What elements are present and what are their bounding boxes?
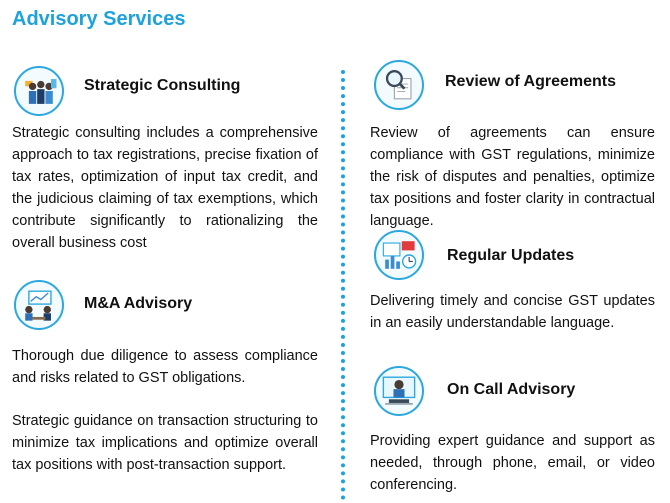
column-divider [341,70,345,500]
magnifier-document-icon [374,60,424,110]
ma-advisory-text-2: Strategic guidance on transaction structuring to minimize tax implications and optimize overall tax positions with post-transaction support. [12,413,318,473]
regular-updates-text: Delivering timely and concise GST updates in an easily understandable language. [370,293,655,331]
regular-updates-heading: Regular Updates [447,247,575,264]
team-meeting-icon [14,66,64,116]
updates-dashboard-icon [374,230,424,280]
ma-advisory-text-1: Thorough due diligence to assess compliance and risks related to GST obligations. [12,348,318,386]
strategic-consulting-text: Strategic consulting includes a comprehensive approach to tax registrations, precise fixation of tax rates, optimization of input tax credit, and the judicious claiming of tax exemptions, which contribute significantly to rationalizing the overall business cost [12,125,318,251]
video-call-icon [374,366,424,416]
presentation-icon [14,280,64,330]
review-agreements-text: Review of agreements can ensure compliance with GST regulations, minimize the risk of disputes and penalties, optimize tax positions and foster clarity in contractual language. [370,125,655,229]
ma-advisory-heading: M&A Advisory [84,295,193,312]
on-call-advisory-text: Providing expert guidance and support as needed, through phone, email, or video conferencing. [370,433,655,493]
on-call-advisory-heading: On Call Advisory [447,381,576,398]
strategic-consulting-heading: Strategic Consulting [84,77,241,94]
page-title: Advisory Services [12,8,186,30]
review-agreements-heading: Review of Agreements [445,73,617,90]
